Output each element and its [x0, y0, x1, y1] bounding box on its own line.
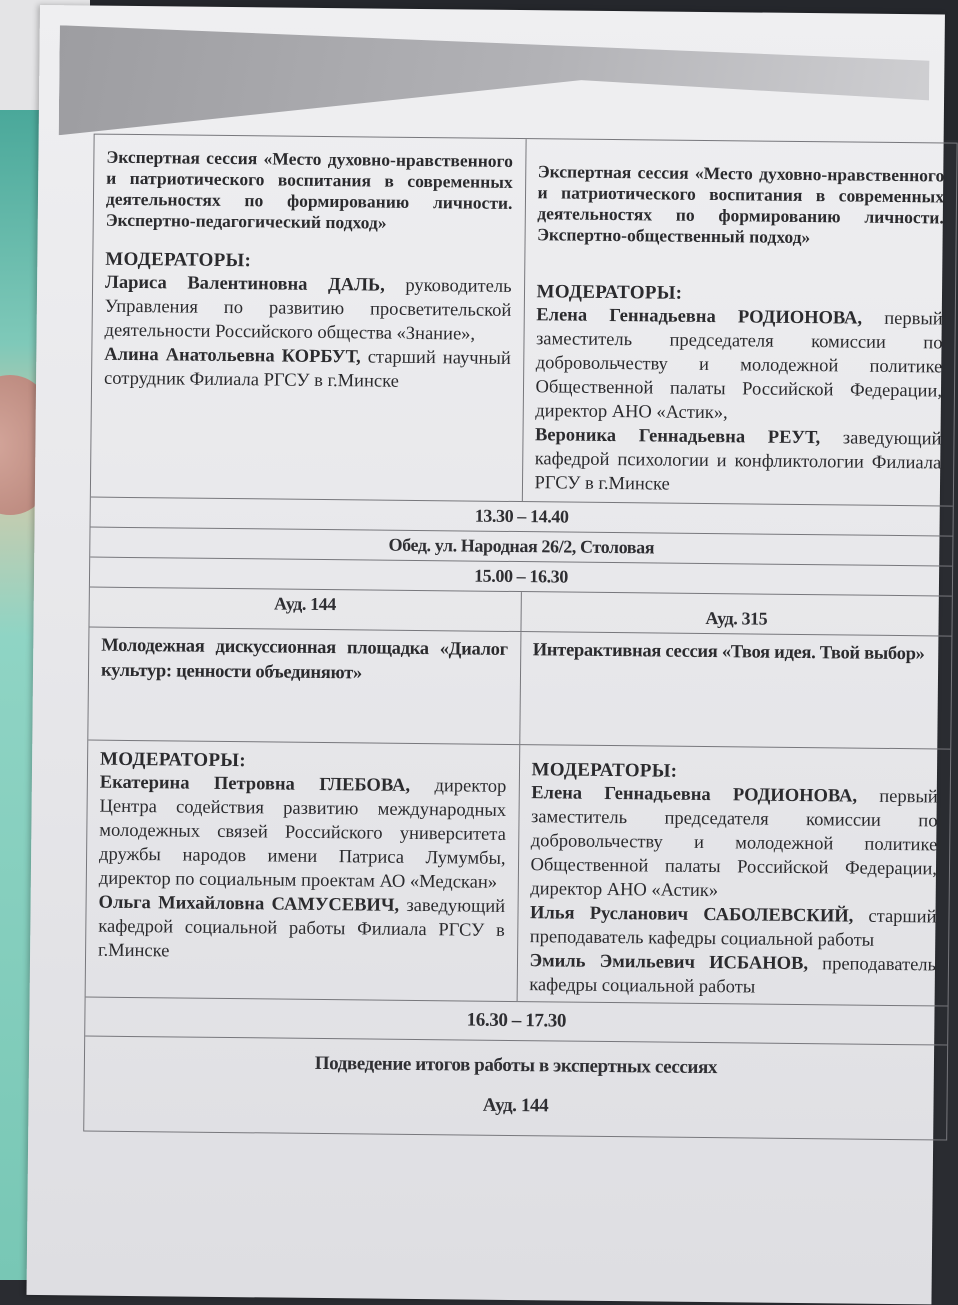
moderator-name: Елена Геннадьевна РОДИОНОВА,	[531, 783, 858, 807]
session-title-right: Интерактивная сессия «Твоя идея. Твой выбор»	[519, 632, 952, 749]
session-title: Экспертная сессия «Место духовно-нравственного и патриотического воспитания в современных деятельностях по формированию личности. Экспертно-общественный подход»	[537, 161, 945, 248]
final-cell	[84, 1037, 947, 1140]
moderator-role: преподаватель кафедры социальной работы	[529, 954, 937, 998]
moderator-role: заведующий кафедрой социальной работы Филиала РГСУ в г.Минске	[97, 895, 506, 962]
session-right-cell	[521, 139, 956, 505]
moderator-role: старший преподаватель кафедры социальной работы	[529, 906, 937, 951]
moderator-name: Илья Русланович САБОЛЕВСКИЙ,	[529, 903, 854, 927]
moderator-entry	[534, 423, 941, 499]
lunch-time: 13.30 – 14.40	[474, 505, 569, 527]
moderators-left-cell	[86, 741, 519, 1001]
moderator-role: первый заместитель председателя комиссии по добровольчеству и молодежной политике Общественной палаты Российской Федерации, директор АНО «Астик»,	[535, 308, 943, 424]
moderator-entry	[99, 771, 507, 895]
moderator-entry	[104, 343, 511, 395]
room-left: Ауд. 144	[273, 593, 337, 615]
session-titles-row	[88, 628, 951, 750]
final-time: 16.30 – 17.30	[466, 1009, 567, 1032]
moderators-label: МОДЕРАТОРЫ:	[99, 748, 247, 772]
session-left-cell	[91, 135, 525, 501]
moderators-label: МОДЕРАТОРЫ:	[536, 281, 683, 304]
session-time: 15.00 – 16.30	[474, 565, 569, 587]
moderator-name: Алина Анатольевна КОРБУТ,	[104, 344, 361, 368]
schedule-table	[83, 134, 957, 1141]
room-right: Ауд. 315	[520, 592, 952, 636]
moderator-name: Лариса Валентиновна ДАЛЬ,	[104, 272, 385, 296]
lunch-text: Обед. ул. Народная 26/2, Столовая	[388, 534, 655, 558]
moderators-label: МОДЕРАТОРЫ:	[531, 759, 678, 782]
moderator-entry	[530, 781, 938, 905]
moderator-name: Эмиль Эмильевич ИСБАНОВ,	[529, 951, 809, 975]
moderator-entry	[535, 303, 943, 427]
moderator-name: Елена Геннадьевна РОДИОНОВА,	[536, 305, 863, 329]
moderator-role: первый заместитель председателя комиссии по добровольчеству и молодежной политике Общественной палаты Российской Федерации, директор АНО «Астик»	[530, 786, 938, 902]
moderator-entry	[529, 949, 936, 1001]
expert-sessions-row	[91, 135, 957, 507]
session-title-left: Молодежная дискуссионная площадка «Диалог культур: ценности объединяют»	[100, 635, 508, 684]
moderators-row	[86, 741, 951, 1007]
session-title: Экспертная сессия «Место духовно-нравственного и патриотического воспитания в современных деятельностях по формированию личности. Экспертно-педагогический подход»	[105, 146, 513, 233]
program-page	[26, 5, 944, 1304]
moderator-name: Вероника Геннадьевна РЕУТ,	[534, 425, 821, 449]
moderator-entry	[98, 891, 505, 967]
moderator-name: Ольга Михайловна САМУСЕВИЧ,	[98, 892, 400, 916]
moderator-name: Екатерина Петровна ГЛЕБОВА,	[99, 772, 411, 796]
moderator-entry	[104, 271, 511, 347]
moderator-role: директор Центра содействия развитию международных молодежных связей Российского университета дружбы народов имени Патриса Лумумбы, директор по социальным проектам АО «Медскан»	[98, 776, 507, 893]
final-row	[84, 1037, 947, 1140]
moderator-entry	[530, 901, 937, 953]
final-room: Ауд. 144	[482, 1094, 549, 1117]
final-text: Подведение итогов работы в экспертных сессиях	[314, 1052, 718, 1079]
decorative-header-band	[59, 25, 930, 144]
moderator-role: старший научный сотрудник Филиала РГСУ в г.Минске	[103, 347, 511, 392]
moderators-right-cell	[516, 745, 950, 1006]
moderators-label: МОДЕРАТОРЫ:	[105, 248, 252, 272]
moderator-role: заведующий кафедрой психологии и конфликтологии Филиала РГСУ в г.Минске	[534, 428, 942, 495]
moderator-role: руководитель Управления по развитию просветительской деятельности Российского общества «Знание»,	[104, 275, 512, 345]
